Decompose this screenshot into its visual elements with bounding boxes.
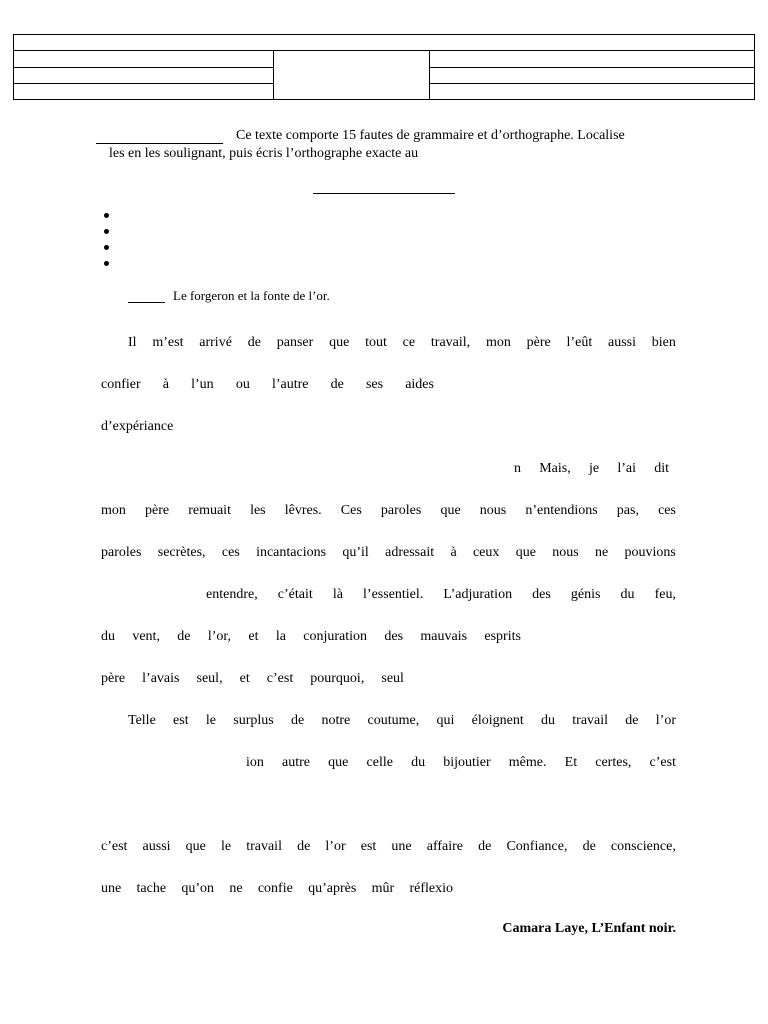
text-word: Ces: [340, 503, 362, 518]
text-word: éloignent: [471, 713, 524, 728]
text-word: que: [440, 503, 461, 518]
text-word: ces: [221, 545, 240, 560]
text-word: aussi: [142, 839, 171, 854]
text-word: ceux: [472, 545, 500, 560]
text-word: ces: [658, 503, 676, 518]
text-word: Telle: [128, 713, 156, 728]
text-word: de: [290, 713, 305, 728]
text-word: Et: [564, 755, 578, 770]
text-word: bijoutier: [443, 755, 491, 770]
text-word: conscience,: [610, 839, 676, 854]
text-word: aides: [405, 377, 434, 392]
text-word: ion: [246, 755, 264, 770]
text-word: de: [247, 335, 261, 350]
header-table: [13, 34, 755, 100]
header-cell-left-3: [14, 83, 274, 99]
text-word: qu’après: [308, 881, 357, 896]
text-word: tache: [136, 881, 167, 896]
text-word: vent,: [132, 629, 160, 644]
text-word: L’adjuration: [443, 587, 513, 602]
text-word: l’autre: [271, 377, 309, 392]
header-cell-right-3: [430, 83, 755, 99]
text-word: ou: [235, 377, 250, 392]
text-word: travail: [572, 713, 609, 728]
text-word: le: [205, 713, 216, 728]
text-word: à: [162, 377, 169, 392]
text-word: l’avais: [142, 671, 180, 686]
text-word: pourquoi,: [310, 671, 365, 686]
text-word: je: [588, 461, 600, 476]
text-word: du: [620, 587, 635, 602]
text-word: l’or: [325, 839, 346, 854]
text-line-12: [101, 839, 676, 855]
text-word: est: [173, 713, 189, 728]
text-word: l’un: [191, 377, 214, 392]
text-line-8: [101, 629, 521, 645]
text-word: de: [582, 839, 596, 854]
text-word: père: [101, 671, 126, 686]
text-word: tout: [365, 335, 387, 350]
text-word: le: [220, 839, 232, 854]
text-word: à: [450, 545, 457, 560]
text-word: des: [384, 629, 404, 644]
text-line-13: [101, 881, 453, 897]
text-word: une: [391, 839, 412, 854]
text-line-3: [101, 419, 173, 435]
text-word: remuait: [188, 503, 231, 518]
text-line-1: [128, 335, 676, 351]
text-line-11: [246, 755, 676, 771]
text-word: adressait: [385, 545, 435, 560]
text-word: père: [526, 335, 551, 350]
text-word: qu’il: [342, 545, 369, 560]
text-word: la: [275, 629, 286, 644]
text-word: ce: [402, 335, 416, 350]
text-word: celle: [366, 755, 393, 770]
text-word: nous: [552, 545, 579, 560]
text-word: ne: [595, 545, 609, 560]
answer-blank-3: [128, 302, 165, 303]
text-word: et: [248, 629, 259, 644]
text-word: affaire: [426, 839, 463, 854]
text-word: n: [514, 461, 521, 476]
text-line-7: [206, 587, 676, 603]
header-cell-right-1: [430, 51, 755, 67]
text-word: même.: [508, 755, 547, 770]
text-word: Il: [128, 335, 137, 350]
text-word: que: [515, 545, 536, 560]
header-cell-right-2: [430, 67, 755, 83]
text-word: l’ai: [617, 461, 636, 476]
text-word: confier: [101, 377, 141, 392]
text-word: mon: [485, 335, 511, 350]
text-word: de: [297, 839, 311, 854]
text-word: une: [101, 881, 122, 896]
text-word: ne: [229, 881, 243, 896]
text-word: des: [532, 587, 551, 602]
text-line-10: [128, 713, 676, 729]
text-word: travail,: [430, 335, 471, 350]
text-word: entendre,: [206, 587, 258, 602]
text-line-6: [101, 545, 676, 561]
text-word: seul: [381, 671, 404, 686]
text-word: secrètes,: [157, 545, 206, 560]
text-word: de: [177, 629, 191, 644]
text-word: m’est: [152, 335, 184, 350]
text-word: confie: [257, 881, 293, 896]
text-word: surplus: [233, 713, 274, 728]
instruction-line-1: Ce texte comporte 15 fautes de grammaire et d’orthographe. Localise: [236, 128, 625, 143]
instruction-line-2: les en les soulignant, puis écris l’orthographe exacte au: [109, 146, 419, 161]
text-word: seul,: [196, 671, 223, 686]
text-word: esprits: [484, 629, 521, 644]
text-line-2: [101, 377, 434, 393]
header-cell-center: [274, 51, 430, 100]
text-word: arrivé: [199, 335, 232, 350]
answer-blank-1: [96, 143, 223, 144]
text-word: mauvais: [420, 629, 468, 644]
text-word: n’entendions: [525, 503, 598, 518]
text-word: pouvions: [624, 545, 676, 560]
text-word: dit: [654, 461, 669, 476]
source-attribution: Camara Laye, L’Enfant noir.: [502, 921, 676, 936]
text-word: de: [478, 839, 492, 854]
text-word: est: [360, 839, 377, 854]
text-word: mûr: [371, 881, 395, 896]
text-word: les: [250, 503, 266, 518]
text-word: d’expériance: [101, 419, 174, 434]
text-word: l’eût: [566, 335, 593, 350]
text-line-5: [101, 503, 676, 519]
text-word: pas,: [616, 503, 639, 518]
text-word: paroles: [101, 545, 142, 560]
text-word: que: [185, 839, 206, 854]
text-word: c’est: [101, 839, 128, 854]
text-word: que: [328, 755, 349, 770]
text-word: Mais,: [539, 461, 571, 476]
text-word: nous: [479, 503, 507, 518]
text-line-4: [514, 461, 669, 477]
text-word: du: [411, 755, 426, 770]
answer-blank-2: [313, 193, 455, 194]
header-cell-left-2: [14, 67, 274, 83]
text-word: là: [332, 587, 343, 602]
text-word: qu’on: [181, 881, 215, 896]
text-word: que: [329, 335, 350, 350]
text-word: du: [541, 713, 555, 728]
text-word: lêvres.: [284, 503, 322, 518]
text-line-9: [101, 671, 404, 687]
header-cell-left-1: [14, 51, 274, 67]
text-word: notre: [321, 713, 351, 728]
text-word: ses: [365, 377, 384, 392]
text-word: l’or: [655, 713, 676, 728]
text-word: de: [625, 713, 639, 728]
text-word: conjuration: [303, 629, 368, 644]
text-word: c’était: [277, 587, 313, 602]
text-word: incantacions: [256, 545, 327, 560]
text-word: Confiance,: [506, 839, 568, 854]
text-word: autre: [282, 755, 311, 770]
text-word: père: [145, 503, 170, 518]
text-word: c’est: [266, 671, 294, 686]
text-word: c’est: [649, 755, 676, 770]
text-word: coutume,: [367, 713, 420, 728]
text-word: du: [101, 629, 115, 644]
text-word: de: [330, 377, 344, 392]
text-title: Le forgeron et la fonte de l’or.: [173, 288, 330, 303]
text-word: l’essentiel.: [363, 587, 424, 602]
header-row-top: [14, 35, 755, 51]
text-word: génis: [570, 587, 601, 602]
text-word: bien: [651, 335, 676, 350]
text-word: aussi: [608, 335, 636, 350]
text-word: l’or,: [207, 629, 232, 644]
text-word: travail: [246, 839, 282, 854]
text-word: panser: [276, 335, 314, 350]
text-word: qui: [436, 713, 455, 728]
text-word: réflexio: [409, 881, 453, 896]
text-word: certes,: [595, 755, 632, 770]
text-word: feu,: [654, 587, 676, 602]
text-word: paroles: [380, 503, 422, 518]
text-word: et: [239, 671, 250, 686]
text-word: mon: [101, 503, 126, 518]
